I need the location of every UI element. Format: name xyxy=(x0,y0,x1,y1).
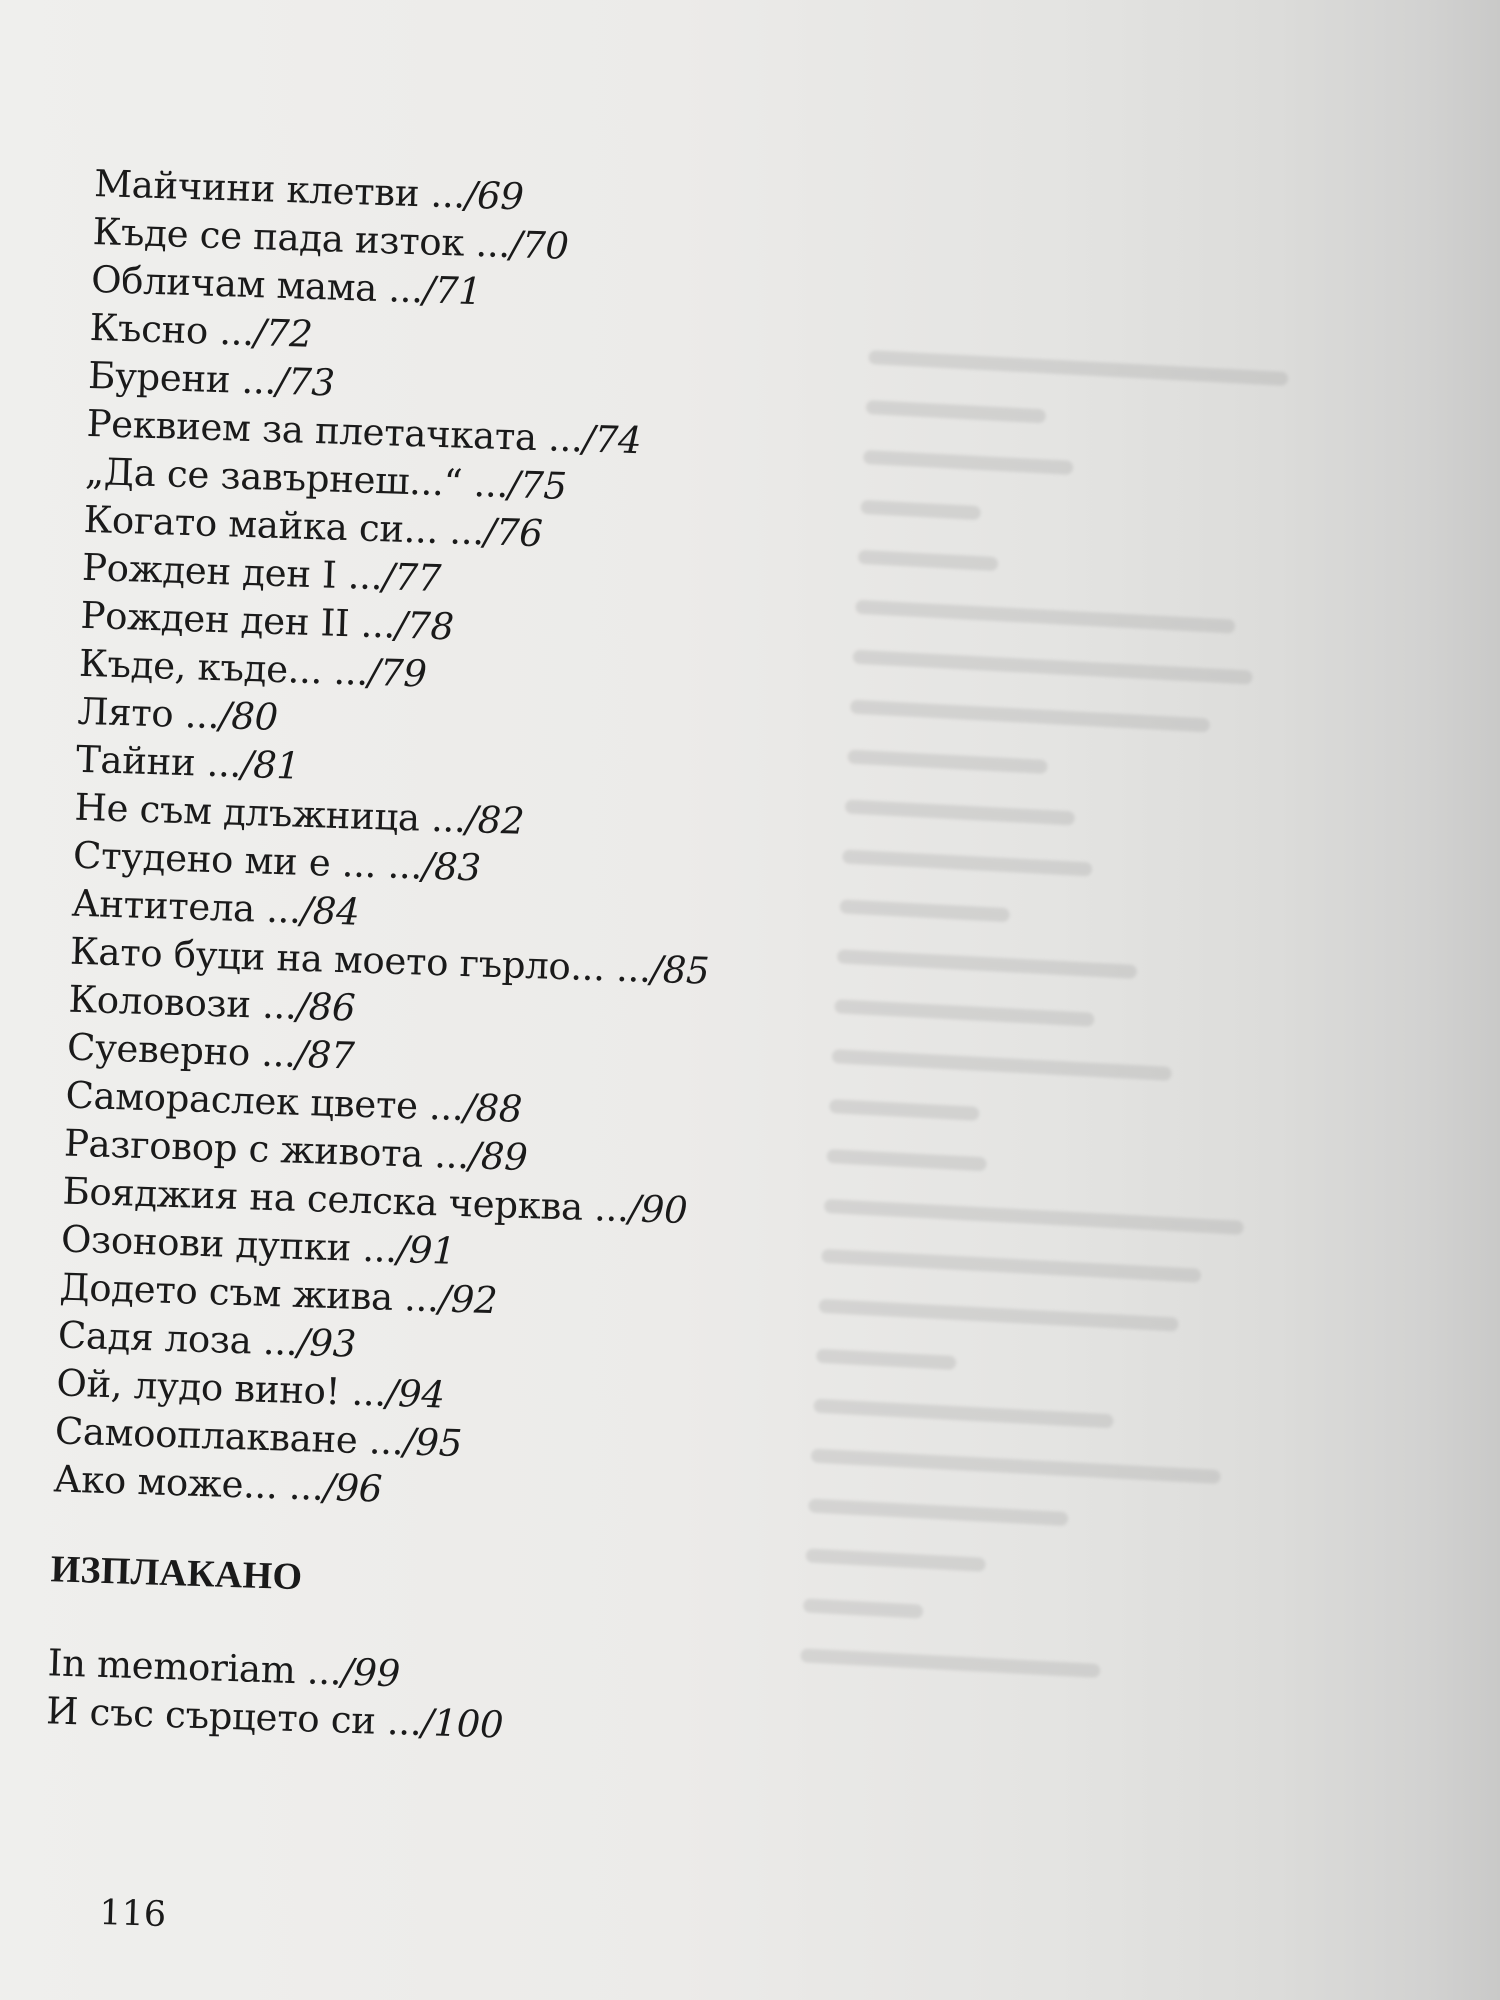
toc-entry-page: /89 xyxy=(468,1134,529,1180)
toc-entry-page: /95 xyxy=(402,1420,463,1466)
toc-entry-title: Самооплакване ... xyxy=(54,1409,405,1464)
toc-entry-page: /86 xyxy=(295,984,356,1030)
toc-entry-page: /90 xyxy=(628,1187,688,1233)
toc-entry-page: /79 xyxy=(367,650,428,696)
toc-entry-page: /73 xyxy=(275,359,336,405)
toc-entry-title: Додето съм жива ... xyxy=(58,1265,440,1321)
toc-entry-title: „Да се завърнеш...“ ... xyxy=(84,449,509,507)
toc-entry-title: Реквием за плетачката ... xyxy=(86,401,584,461)
toc-entry-title: И със сърцето си ... xyxy=(45,1689,423,1745)
toc-entry-title: Рожден ден II ... xyxy=(80,593,396,647)
toc-entry-page: /92 xyxy=(438,1277,498,1323)
toc-entry-page: /71 xyxy=(422,268,483,314)
table-of-contents xyxy=(45,160,854,1759)
toc-entry-title: Ой, лудо вино! ... xyxy=(55,1361,387,1415)
toc-entry-title: Антитела ... xyxy=(70,881,302,932)
toc-entry-page: /87 xyxy=(295,1032,356,1078)
toc-entry-page: /88 xyxy=(462,1086,523,1131)
toc-entry-title: Не съм длъжница ... xyxy=(73,785,467,841)
toc-entry-title: Разговор с живота ... xyxy=(63,1121,470,1178)
facing-page-bleed-through xyxy=(746,330,1389,1957)
toc-entry-page: /85 xyxy=(650,947,710,993)
toc-entry-title: Студено ми е ... ... xyxy=(72,833,423,888)
toc-entry-page: /91 xyxy=(396,1228,457,1273)
toc-entry-title: Късно ... xyxy=(89,305,255,355)
toc-entry-page: /84 xyxy=(300,888,361,934)
toc-entry-page: /83 xyxy=(421,844,482,890)
toc-entry-page: /70 xyxy=(509,223,570,268)
toc-entry-title: Тайни ... xyxy=(75,737,242,786)
toc-entry-title: Коловози ... xyxy=(67,977,298,1028)
toc-entry-title: In memoriam ... xyxy=(47,1641,343,1694)
toc-entry-title: Лято ... xyxy=(77,689,220,738)
section-entry-list xyxy=(45,1639,808,1759)
toc-entry-title: Майчини клетви ... xyxy=(93,161,466,217)
toc-entry-page: /81 xyxy=(240,742,301,788)
toc-entry-page: /94 xyxy=(385,1371,446,1417)
toc-entry-page: /93 xyxy=(296,1320,357,1366)
toc-entry-list xyxy=(53,160,855,1527)
toc-entry-page: /69 xyxy=(464,173,525,219)
page-number: 116 xyxy=(98,1893,167,1936)
toc-entry-page: /100 xyxy=(420,1701,504,1747)
toc-entry-title: Рожден ден I ... xyxy=(81,545,384,599)
toc-entry-title: Суеверно ... xyxy=(66,1025,297,1076)
toc-entry-title: Бояджия на селска черква ... xyxy=(61,1169,630,1231)
toc-entry-title: Садя лоза ... xyxy=(57,1313,299,1364)
toc-entry-page: /77 xyxy=(381,555,442,601)
toc-entry-title: Ако може... ... xyxy=(52,1457,325,1509)
toc-entry-title: Когато майка си... ... xyxy=(83,497,485,554)
toc-entry-page: /82 xyxy=(464,797,525,843)
toc-entry-page: /80 xyxy=(218,694,279,740)
toc-entry-page: /75 xyxy=(507,463,568,508)
toc-entry-title: Къде, къде... ... xyxy=(78,641,369,694)
toc-entry-page: /72 xyxy=(253,311,314,356)
toc-entry-title: Бурени ... xyxy=(87,353,277,403)
toc-entry-title: Като буци на моето гърло... ... xyxy=(69,929,652,991)
toc-entry-page: /74 xyxy=(581,417,642,463)
toc-entry-title: Озонови дупки ... xyxy=(60,1217,398,1272)
toc-entry-title: Самораслек цвете ... xyxy=(64,1073,465,1130)
toc-entry-page: /76 xyxy=(483,510,544,556)
toc-entry-title: Къде се пада изток ... xyxy=(92,209,511,267)
toc-entry-page: /99 xyxy=(340,1650,401,1696)
toc-entry-title: Обличам мама ... xyxy=(90,257,424,312)
toc-entry-page: /78 xyxy=(394,603,455,649)
toc-entry-page: /96 xyxy=(322,1465,383,1511)
section-heading: ИЗПЛАКАНО xyxy=(50,1548,303,1599)
